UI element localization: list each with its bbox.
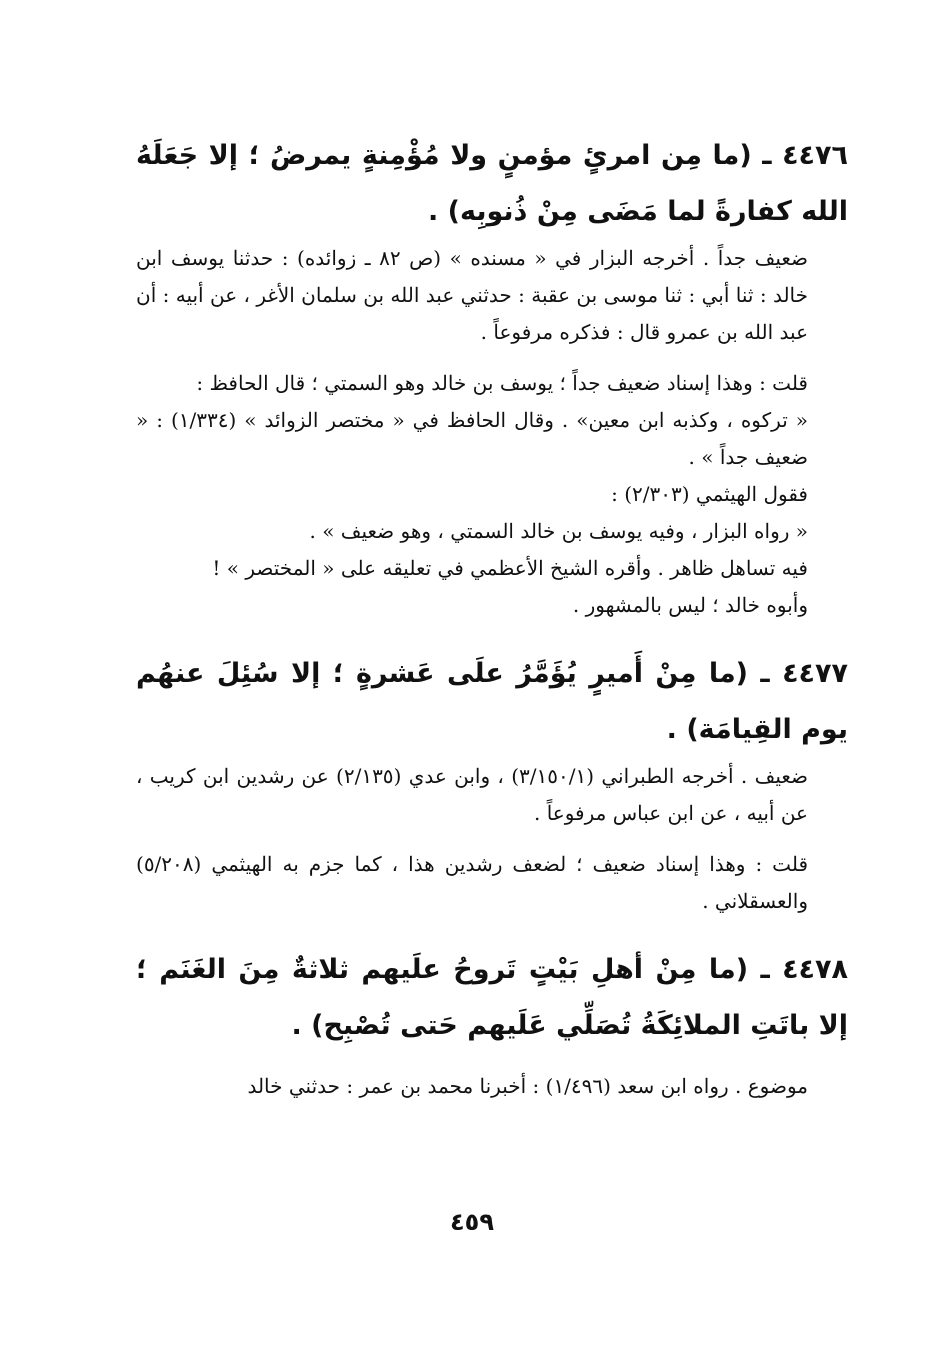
book-page	[136, 128, 848, 1105]
hadith-4476-comment: وأبوه خالد ؛ ليس بالمشهور .	[572, 593, 808, 617]
hadith-4476-grading: ضعيف جداً . أخرجه البزار في « مسنده » (ص ٨٢ ـ زوائده) : حدثنا يوسف ابن خالد : ثنا أبي : ثنا موسى بن عقبة : حدثني عبد الله بن سلمان الأغر ، عن أبيه : أن عبد الله بن عمرو قال : فذكره مرفوعاً .	[136, 246, 808, 344]
hadith-4477-text: ٤٤٧٧ ـ (ما مِنْ أَميرٍ يُؤَمَّرُ علَى عَشرةٍ ؛ إلا سُئِلَ عنهُم يوم القِيامَة) .	[136, 658, 848, 745]
hadith-4476-comment: قلت : وهذا إسناد ضعيف جداً ؛ يوسف بن خالد وهو السمتي ؛ قال الحافظ :	[196, 371, 808, 395]
hadith-4477-grading: ضعيف . أخرجه الطبراني (٣/١٥٠/١) ، وابن عدي (٢/١٣٥) عن رشدين ابن كريب ، عن أبيه ، عن ابن عباس مرفوعاً .	[136, 764, 808, 825]
hadith-4476-text: ٤٤٧٦ ـ (ما مِن امرئٍ مؤمنٍ ولا مُؤْمِنةٍ يمرضُ ؛ إلا جَعَلَهُ الله كفارةً لما مَضَى مِنْ ذُنوبِه) .	[136, 140, 848, 227]
page-number: ٤٥٩	[450, 1208, 494, 1236]
hadith-4476-comment: فقول الهيثمي (٢/٣٠٣) :	[611, 482, 808, 506]
hadith-4477-comment: قلت : وهذا إسناد ضعيف ؛ لضعف رشدين هذا ، كما جزم به الهيثمي (٥/٢٠٨) والعسقلاني .	[136, 852, 809, 913]
hadith-4478-grading: موضوع . رواه ابن سعد (١/٤٩٦) : أخبرنا محمد بن عمر : حدثني خالد	[247, 1074, 808, 1098]
hadith-4478-text: ٤٤٧٨ ـ (ما مِنْ أهلِ بَيْتٍ تَروحُ علَيهم ثلاثةٌ مِنَ الغَنَم ؛ إلا باتَتِ الملائِكَةُ تُصَلِّي عَلَيهم حَتى تُصْبِح) .	[136, 954, 848, 1041]
hadith-4476-quote: « رواه البزار ، وفيه يوسف بن خالد السمتي ، وهو ضعيف » .	[309, 519, 808, 543]
hadith-4476-comment: فيه تساهل ظاهر . وأقره الشيخ الأعظمي في تعليقه على « المختصر » !	[212, 556, 808, 580]
hadith-4476-quote: « تركوه ، وكذبه ابن معين» . وقال الحافظ في « مختصر الزوائد » (١/٣٣٤) : « ضعيف جداً » .	[136, 408, 808, 469]
